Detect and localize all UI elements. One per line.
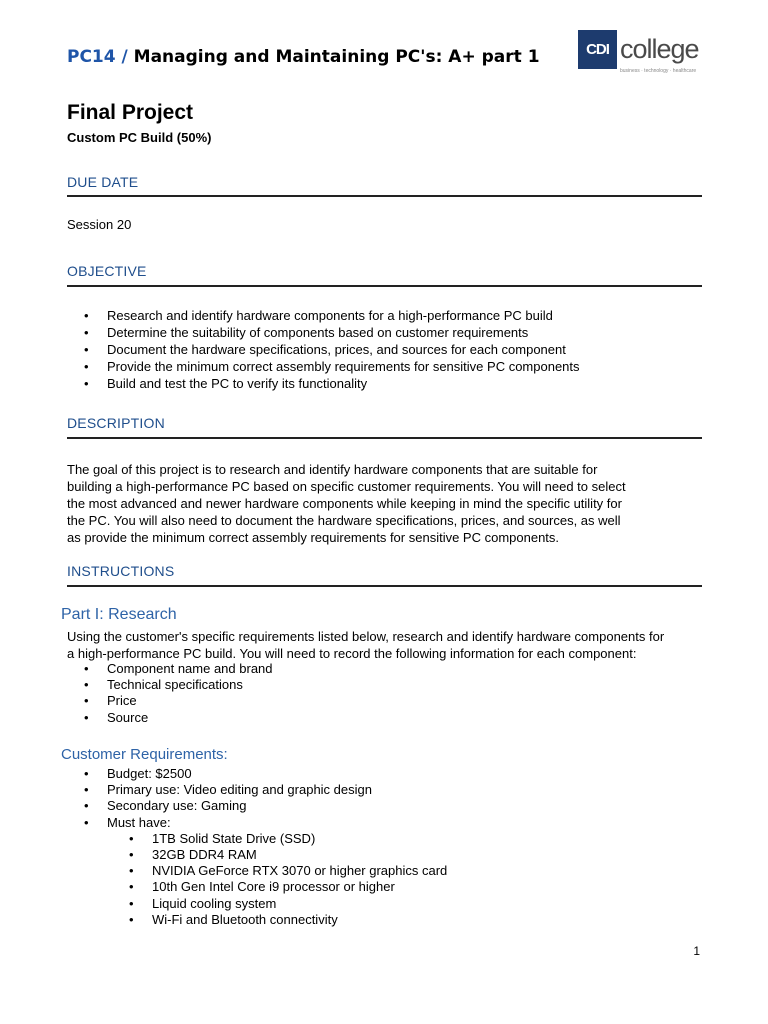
list-item: • Primary use: Video editing and graphic design xyxy=(67,782,447,798)
logo-mark: CDI xyxy=(578,30,617,69)
instructions-heading: INSTRUCTIONS xyxy=(67,563,175,579)
list-item: • Price xyxy=(67,693,273,709)
list-item: • Source xyxy=(67,710,273,726)
part1-line: Using the customer's specific requirements listed below, research and identify hardware components for xyxy=(67,629,665,644)
objective-divider xyxy=(67,285,702,287)
list-item: • Component name and brand xyxy=(67,661,273,677)
due-date-divider xyxy=(67,195,702,197)
logo-tagline: business · technology · healthcare xyxy=(620,68,697,74)
course-name: Managing and Maintaining PC's: A+ part 1 xyxy=(133,47,540,67)
description-line: the most advanced and newer hardware components while keeping in mind the specific utility for xyxy=(67,496,622,511)
objective-heading: OBJECTIVE xyxy=(67,263,147,279)
description-line: the PC. You will also need to document the hardware specifications, prices, and sources, as well xyxy=(67,513,621,528)
list-item: • Build and test the PC to verify its functionality xyxy=(67,375,580,392)
list-item: • Determine the suitability of components based on customer requirements xyxy=(67,324,580,341)
part1-list xyxy=(67,661,273,726)
page-number: 1 xyxy=(693,944,700,958)
description-line: The goal of this project is to research and identify hardware components that are suitable for xyxy=(67,462,598,477)
due-date-heading: DUE DATE xyxy=(67,174,139,190)
part1-line: a high-performance PC build. You will need to record the following information for each component: xyxy=(67,646,637,661)
sub-list-item: • NVIDIA GeForce RTX 3070 or higher graphics card xyxy=(67,863,447,879)
description-line: building a high-performance PC based on specific customer requirements. You will need to select xyxy=(67,479,626,494)
instructions-divider xyxy=(67,585,702,587)
part1-heading: Part I: Research xyxy=(61,606,177,623)
sub-list-item: • 10th Gen Intel Core i9 processor or higher xyxy=(67,879,447,895)
customer-requirements-list xyxy=(67,766,447,928)
page-title: Final Project xyxy=(67,101,194,124)
due-date-text: Session 20 xyxy=(67,217,132,232)
description-heading: DESCRIPTION xyxy=(67,415,165,431)
logo-word: college xyxy=(620,34,699,64)
part1-paragraph xyxy=(67,628,707,662)
course-code: PC14 xyxy=(67,47,116,67)
cdi-college-logo xyxy=(578,30,698,78)
list-item: • Secondary use: Gaming xyxy=(67,798,447,814)
sub-list-item: • 1TB Solid State Drive (SSD) xyxy=(67,831,447,847)
description-divider xyxy=(67,437,702,439)
list-item: • Research and identify hardware components for a high-performance PC build xyxy=(67,307,580,324)
list-item: • Provide the minimum correct assembly requirements for sensitive PC components xyxy=(67,358,580,375)
list-item: • Must have: xyxy=(67,815,447,831)
sub-list-item: • Wi-Fi and Bluetooth connectivity xyxy=(67,912,447,928)
objective-list xyxy=(67,307,580,392)
sub-list-item: • Liquid cooling system xyxy=(67,896,447,912)
customer-requirements-heading: Customer Requirements: xyxy=(61,746,228,763)
list-item: • Budget: $2500 xyxy=(67,766,447,782)
description-paragraph xyxy=(67,461,707,546)
course-slash: / xyxy=(121,47,128,67)
description-line: as provide the minimum correct assembly requirements for sensitive PC components. xyxy=(67,530,560,545)
list-item: • Technical specifications xyxy=(67,677,273,693)
course-title xyxy=(67,47,540,67)
list-item: • Document the hardware specifications, prices, and sources for each component xyxy=(67,341,580,358)
sub-list-item: • 32GB DDR4 RAM xyxy=(67,847,447,863)
page-subtitle: Custom PC Build (50%) xyxy=(67,130,212,145)
